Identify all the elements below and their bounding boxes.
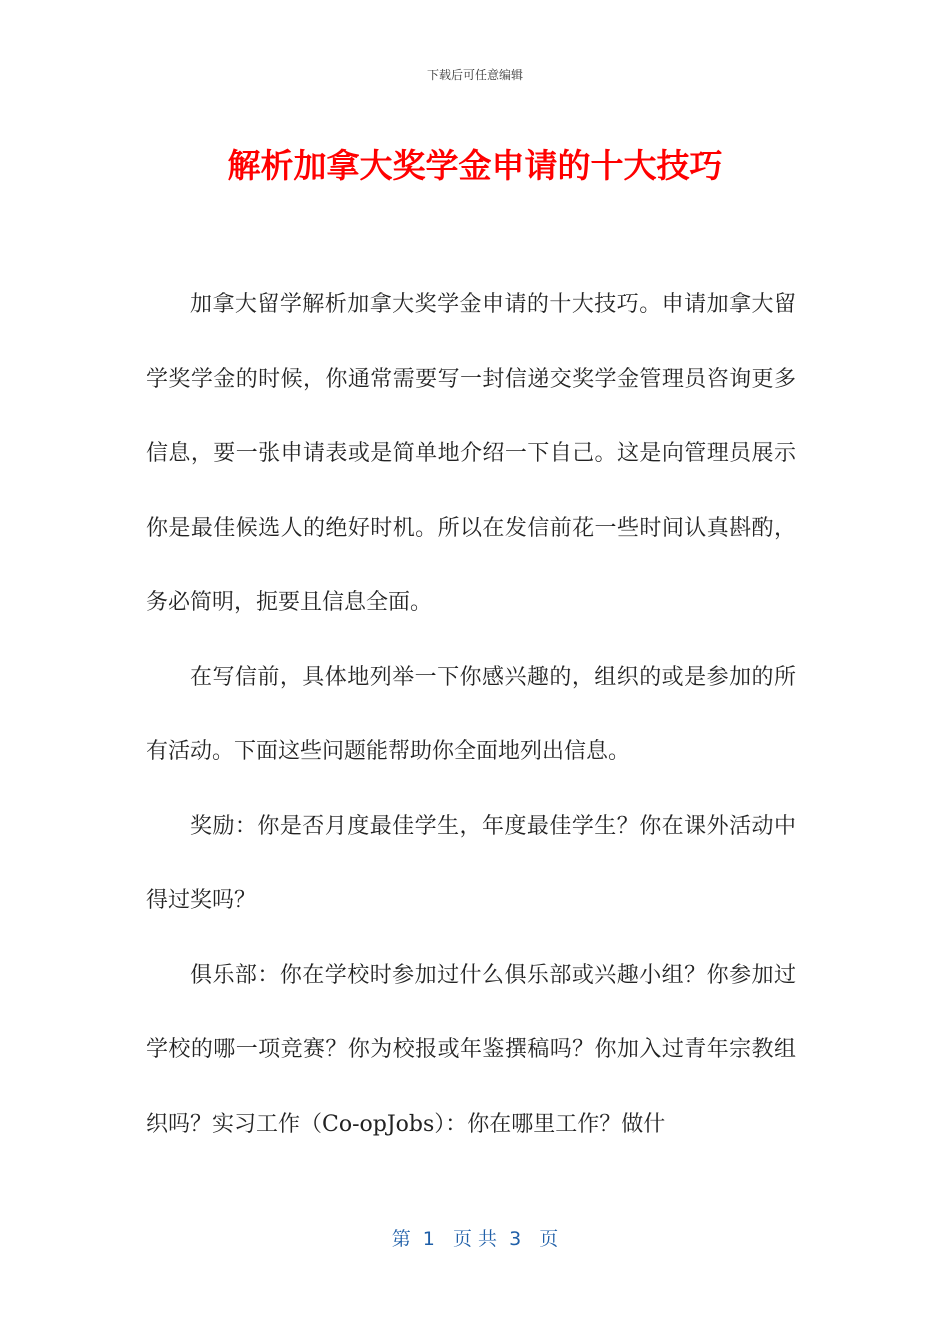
paragraph-intro: 加拿大留学解析加拿大奖学金申请的十大技巧。申请加拿大留学奖学金的时候，你通常需要写一封信递交奖学金管理员咨询更多信息，要一张申请表或是简单地介绍一下自己。这是向管理员展示你是最佳候选人的绝好时机。所以在发信前花一些时间认真斟酌，务必简明，扼要且信息全面。 [146,292,796,615]
paragraph-before-writing: 在写信前，具体地列举一下你感兴趣的，组织的或是参加的所有活动。下面这些问题能帮助你全面地列出信息。 [146,664,796,764]
document-body [146,268,796,1162]
page-number-footer: 第 1 页 共 3 页 [391,1228,559,1250]
header-note: 下载后可任意编辑 [426,68,523,82]
document-title: 解析加拿大奖学金申请的十大技巧 [227,146,723,185]
paragraph-awards: 奖励：你是否月度最佳学生，年度最佳学生？你在课外活动中得过奖吗？ [146,813,796,913]
paragraph-clubs: 俱乐部：你在学校时参加过什么俱乐部或兴趣小组？你参加过学校的哪一项竞赛？你为校报或年鉴撰稿吗？你加入过青年宗教组织吗？实习工作（Co-opJobs）：你在哪里工作？做什 [146,962,796,1137]
